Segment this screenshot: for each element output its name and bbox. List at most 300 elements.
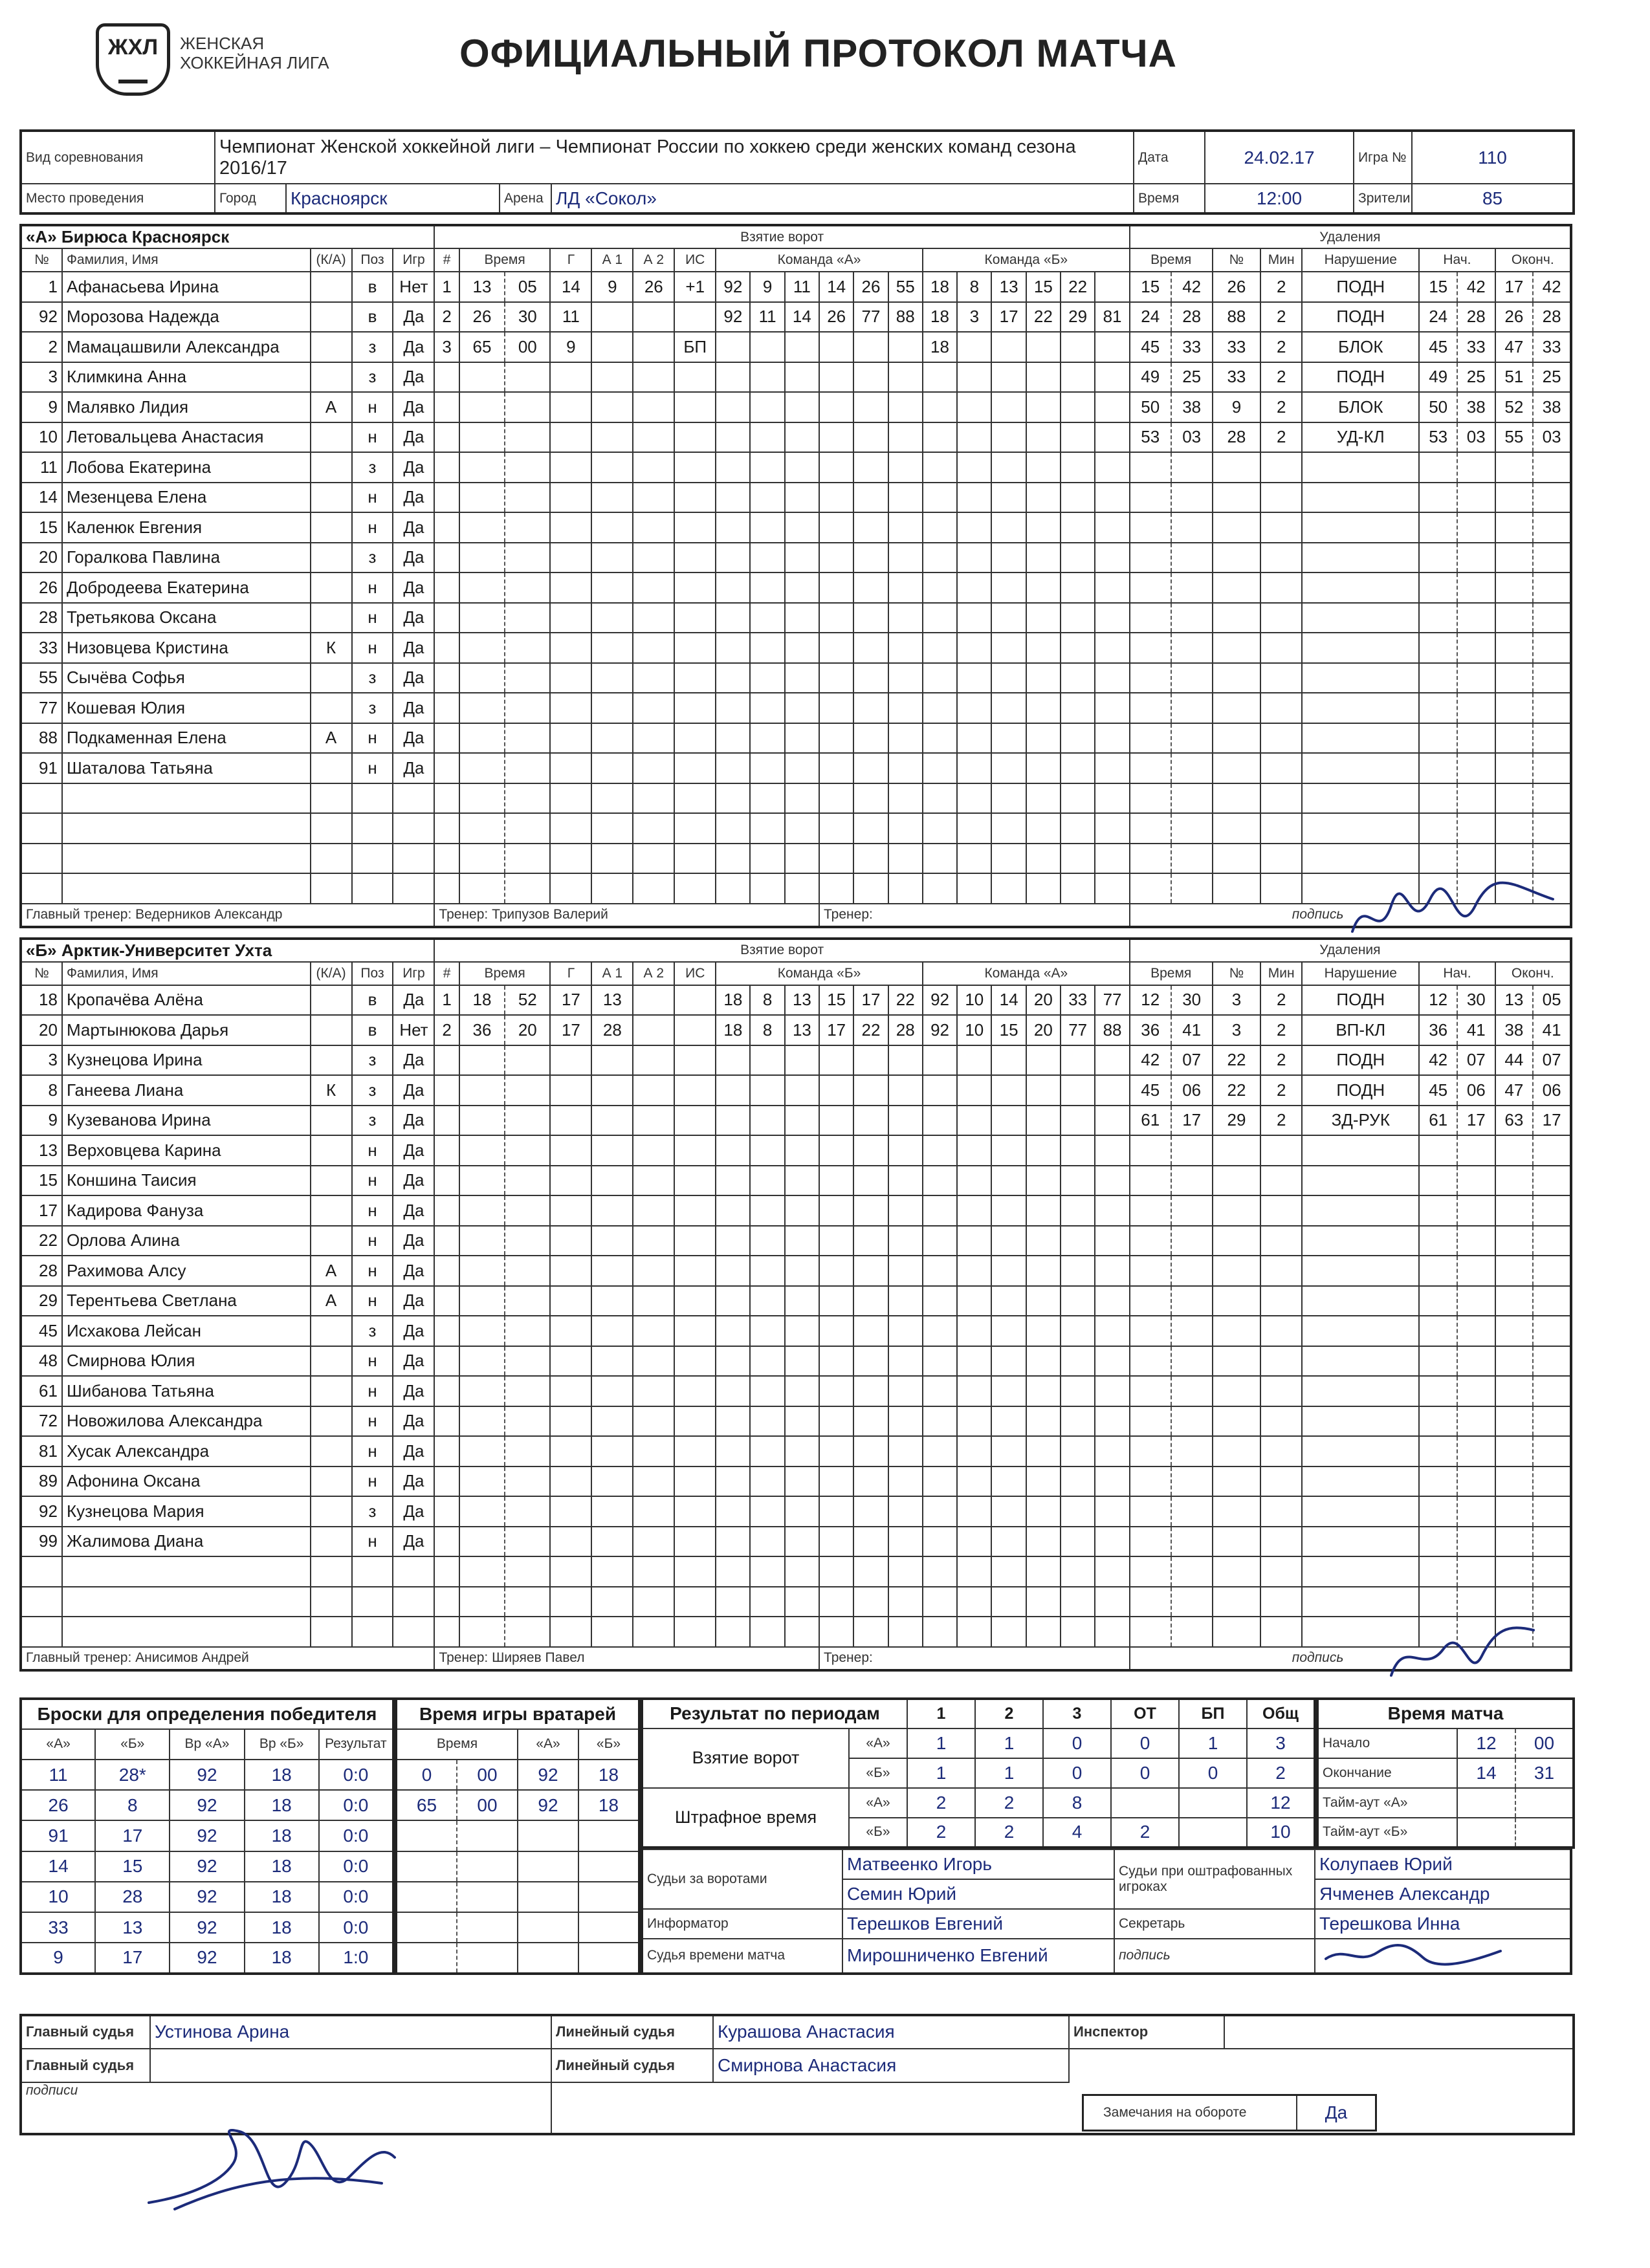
penalty-seconds xyxy=(1171,1346,1213,1377)
player-played: Нет xyxy=(393,272,434,302)
player-ka xyxy=(311,1166,352,1196)
penalty-player: 26 xyxy=(1213,272,1261,302)
goalie-time-row xyxy=(396,1912,639,1943)
own-on-ice xyxy=(819,753,853,783)
shootout-cell: 9 xyxy=(21,1943,95,1973)
player-position: з xyxy=(352,543,393,573)
player-position: в xyxy=(352,1015,393,1045)
penalty-end-mm xyxy=(1495,572,1534,603)
penalty-minutes xyxy=(1130,1467,1171,1497)
goal-scorer xyxy=(550,1045,591,1076)
goal-number xyxy=(434,572,459,603)
goal-assist-1 xyxy=(591,633,633,663)
penalty-violation xyxy=(1302,1556,1419,1587)
opp-on-ice xyxy=(1026,1316,1061,1346)
goals-b-ot: 0 xyxy=(1111,1758,1179,1788)
goal-assist-1 xyxy=(591,1346,633,1377)
head-coach-label: Главный тренер: xyxy=(26,1650,132,1665)
penalty-length: 2 xyxy=(1260,272,1302,302)
penalty-start-mm xyxy=(1419,753,1457,783)
player-ka xyxy=(311,603,352,633)
goal-seconds xyxy=(505,693,550,723)
own-on-ice xyxy=(716,844,750,874)
goal-scorer xyxy=(550,723,591,754)
penalty-end-ss: 28 xyxy=(1533,302,1571,333)
penalty-length xyxy=(1260,1316,1302,1346)
goal-minutes xyxy=(459,1467,505,1497)
player-position: в xyxy=(352,272,393,302)
penalty-start-mm xyxy=(1419,483,1457,513)
penalty-end-mm xyxy=(1495,1135,1534,1166)
opp-on-ice: 18 xyxy=(923,272,957,302)
shootout-cell: 18 xyxy=(245,1882,319,1912)
opp-on-ice xyxy=(991,693,1026,723)
goal-assist-2 xyxy=(633,1346,674,1377)
own-on-ice xyxy=(750,1166,784,1196)
own-on-ice xyxy=(716,1467,750,1497)
own-on-ice xyxy=(819,1075,853,1106)
opp-on-ice xyxy=(923,483,957,513)
opp-on-ice xyxy=(957,1467,991,1497)
penalty-end-ss xyxy=(1533,1527,1571,1557)
goal-minutes xyxy=(459,1496,505,1527)
goal-minutes xyxy=(459,1075,505,1106)
penalty-player xyxy=(1213,663,1261,693)
shootout-cell: 14 xyxy=(21,1851,95,1882)
goal-minutes xyxy=(459,362,505,393)
linesman-label-1: Линейный судья xyxy=(551,2015,713,2049)
penalty-minutes xyxy=(1130,452,1171,483)
penalty-end-mm xyxy=(1495,723,1534,754)
own-on-ice xyxy=(750,1467,784,1497)
opp-on-ice xyxy=(1095,1376,1129,1406)
player-number: 15 xyxy=(21,512,62,543)
player-played: Да xyxy=(393,1436,434,1467)
player-ka xyxy=(311,873,352,904)
goalie-mm xyxy=(396,1851,457,1882)
goal-assist-1 xyxy=(591,1496,633,1527)
player-number: 8 xyxy=(21,1075,62,1106)
penalty-player xyxy=(1213,1467,1261,1497)
own-on-ice xyxy=(785,1617,819,1647)
opp-on-ice xyxy=(991,1226,1026,1256)
penalty-end-mm xyxy=(1495,1316,1534,1346)
penalty-minutes xyxy=(1130,512,1171,543)
goal-minutes: 13 xyxy=(459,272,505,302)
officials-table xyxy=(641,1849,1572,1975)
penalty-seconds xyxy=(1171,603,1213,633)
penalty-end-mm xyxy=(1495,813,1534,844)
player-position: н xyxy=(352,392,393,422)
player-ka xyxy=(311,1617,352,1647)
own-on-ice xyxy=(750,1075,784,1106)
penalty-start-mm xyxy=(1419,1406,1457,1437)
goalie-mm xyxy=(396,1943,457,1973)
penalty-start-mm xyxy=(1419,873,1457,904)
player-played xyxy=(393,1587,434,1617)
penalty-start-mm xyxy=(1419,1467,1457,1497)
goal-minutes xyxy=(459,1617,505,1647)
own-on-ice xyxy=(716,392,750,422)
opp-on-ice xyxy=(1095,1256,1129,1286)
player-position: н xyxy=(352,422,393,453)
opp-on-ice xyxy=(1061,1587,1095,1617)
penalty-violation xyxy=(1302,783,1419,814)
penalty-end-ss xyxy=(1533,693,1571,723)
own-on-ice xyxy=(853,1556,888,1587)
team_b-goals-title: Взятие ворот xyxy=(434,939,1129,962)
penalty-end-ss xyxy=(1533,1436,1571,1467)
penalty-player xyxy=(1213,813,1261,844)
linesman-label-2: Линейный судья xyxy=(551,2049,713,2082)
penalty-end-mm xyxy=(1495,1587,1534,1617)
goal-scorer: 9 xyxy=(550,332,591,362)
arena-label: Арена xyxy=(500,184,551,213)
penalty-player: 88 xyxy=(1213,302,1261,333)
goal-number xyxy=(434,1556,459,1587)
own-on-ice xyxy=(853,1195,888,1226)
opp-on-ice: 10 xyxy=(957,1015,991,1045)
own-on-ice xyxy=(716,543,750,573)
goal-strength xyxy=(674,873,716,904)
penalty-length xyxy=(1260,1556,1302,1587)
hockey-stick-icon xyxy=(118,80,148,83)
player-position: з xyxy=(352,362,393,393)
penalty-start-mm xyxy=(1419,1226,1457,1256)
own-on-ice xyxy=(750,844,784,874)
player-position: н xyxy=(352,1256,393,1286)
goal-minutes xyxy=(459,1106,505,1136)
goals-b-so: 0 xyxy=(1179,1758,1247,1788)
opp-on-ice xyxy=(923,663,957,693)
penalty-minutes xyxy=(1130,1527,1171,1557)
player-name: Каленюк Евгения xyxy=(62,512,311,543)
own-on-ice xyxy=(888,1436,923,1467)
period-header: 1 xyxy=(907,1699,975,1728)
team_b-row xyxy=(21,1226,1571,1256)
shootout-cell: 92 xyxy=(170,1882,244,1912)
goal-strength xyxy=(674,452,716,483)
own-on-ice: 88 xyxy=(888,302,923,333)
opp-on-ice xyxy=(1061,572,1095,603)
goal-assist-2 xyxy=(633,362,674,393)
own-on-ice xyxy=(819,633,853,663)
opp-on-ice xyxy=(1095,452,1129,483)
game-label: Игра № xyxy=(1354,131,1412,184)
goal-scorer xyxy=(550,362,591,393)
team_a-name-col: Фамилия, Имя xyxy=(62,248,311,272)
penalty-start-mm xyxy=(1419,572,1457,603)
goalie-ss: 00 xyxy=(457,1760,518,1790)
opp-on-ice xyxy=(1095,1195,1129,1226)
penalty-seconds xyxy=(1171,1406,1213,1437)
penalty-start-mm xyxy=(1419,1286,1457,1316)
goal-strength xyxy=(674,1376,716,1406)
opp-on-ice xyxy=(957,1226,991,1256)
own-on-ice xyxy=(750,452,784,483)
penalty-player xyxy=(1213,1496,1261,1527)
team_b-row xyxy=(21,1075,1571,1106)
team_a-row xyxy=(21,543,1571,573)
penalty-length xyxy=(1260,603,1302,633)
goal-minutes: 65 xyxy=(459,332,505,362)
goal-minutes xyxy=(459,1316,505,1346)
penalty-minutes xyxy=(1130,813,1171,844)
goal-assist-1 xyxy=(591,1256,633,1286)
penalty-minutes xyxy=(1130,723,1171,754)
opp-on-ice xyxy=(923,1467,957,1497)
own-on-ice xyxy=(716,1376,750,1406)
penalty-end-mm xyxy=(1495,1467,1534,1497)
goal-minutes xyxy=(459,483,505,513)
opp-on-ice xyxy=(1026,1045,1061,1076)
own-on-ice xyxy=(785,1135,819,1166)
player-played: Да xyxy=(393,1527,434,1557)
player-played: Да xyxy=(393,1135,434,1166)
penalty-seconds xyxy=(1171,693,1213,723)
goal-number xyxy=(434,603,459,633)
penalty-start-mm xyxy=(1419,633,1457,663)
timeout-b-ss xyxy=(1515,1818,1574,1848)
goal-assist-2 xyxy=(633,572,674,603)
penalty-violation: ПОДН xyxy=(1302,362,1419,393)
penalty-length xyxy=(1260,452,1302,483)
periods-pim-label: Штрафное время xyxy=(642,1788,849,1848)
goal-minutes xyxy=(459,422,505,453)
own-on-ice xyxy=(853,1496,888,1527)
team_b-row xyxy=(21,1316,1571,1346)
goal-assist-1: 13 xyxy=(591,985,633,1016)
opp-on-ice xyxy=(957,1286,991,1316)
player-position xyxy=(352,1556,393,1587)
own-on-ice xyxy=(750,723,784,754)
own-on-ice xyxy=(853,1226,888,1256)
penalty-minutes xyxy=(1130,1135,1171,1166)
own-on-ice xyxy=(785,362,819,393)
own-on-ice xyxy=(716,1436,750,1467)
goals-b-total: 2 xyxy=(1247,1758,1315,1788)
goal-minutes: 36 xyxy=(459,1015,505,1045)
player-position: н xyxy=(352,572,393,603)
goal-scorer xyxy=(550,813,591,844)
opp-on-ice xyxy=(957,844,991,874)
notes-cell xyxy=(1069,2082,1574,2134)
penalty-end-ss xyxy=(1533,783,1571,814)
opp-on-ice xyxy=(1026,1106,1061,1136)
penalty-player: 22 xyxy=(1213,1075,1261,1106)
opp-on-ice xyxy=(1061,1467,1095,1497)
opp-on-ice xyxy=(1026,422,1061,453)
goal-seconds xyxy=(505,422,550,453)
own-on-ice xyxy=(853,753,888,783)
penalty-length xyxy=(1260,1195,1302,1226)
opp-on-ice xyxy=(1095,844,1129,874)
goal-strength xyxy=(674,1135,716,1166)
match-start-mm: 12 xyxy=(1457,1728,1515,1758)
own-on-ice xyxy=(750,512,784,543)
player-name: Хусак Александра xyxy=(62,1436,311,1467)
opp-on-ice xyxy=(957,1376,991,1406)
opp-on-ice: 33 xyxy=(1061,985,1095,1016)
penalty-length xyxy=(1260,1617,1302,1647)
penalty-player xyxy=(1213,1587,1261,1617)
opp-on-ice xyxy=(957,1075,991,1106)
opp-on-ice xyxy=(923,1376,957,1406)
player-position: з xyxy=(352,1316,393,1346)
team_a-pen-time-col: Время xyxy=(1130,248,1213,272)
player-ka xyxy=(311,512,352,543)
goal-scorer xyxy=(550,1617,591,1647)
timeout-b-label: Тайм-аут «Б» xyxy=(1317,1818,1457,1848)
goal-minutes xyxy=(459,1286,505,1316)
player-ka xyxy=(311,753,352,783)
shootout-cell: 33 xyxy=(21,1912,95,1943)
opp-on-ice: 18 xyxy=(923,332,957,362)
opp-on-ice xyxy=(923,723,957,754)
goal-strength xyxy=(674,813,716,844)
opp-on-ice: 22 xyxy=(1061,272,1095,302)
player-position xyxy=(352,1617,393,1647)
goal-scorer xyxy=(550,783,591,814)
penalty-seconds xyxy=(1171,483,1213,513)
opp-on-ice xyxy=(1026,1346,1061,1377)
opp-on-ice xyxy=(923,362,957,393)
team_a-pen-start-col: Нач. xyxy=(1419,248,1495,272)
own-on-ice xyxy=(750,1587,784,1617)
player-ka xyxy=(311,332,352,362)
inspector-label: Инспектор xyxy=(1069,2015,1224,2049)
opp-on-ice xyxy=(1061,512,1095,543)
own-on-ice xyxy=(785,603,819,633)
team_b-row xyxy=(21,1166,1571,1196)
player-played: Да xyxy=(393,512,434,543)
penalty-start-mm: 49 xyxy=(1419,362,1457,393)
penalty-end-mm xyxy=(1495,753,1534,783)
penalty-end-mm xyxy=(1495,483,1534,513)
opp-on-ice xyxy=(923,1406,957,1437)
player-played xyxy=(393,783,434,814)
penalty-start-mm: 45 xyxy=(1419,1075,1457,1106)
penalty-violation: ПОДН xyxy=(1302,1045,1419,1076)
opp-on-ice xyxy=(1095,392,1129,422)
goal-seconds xyxy=(505,663,550,693)
own-on-ice xyxy=(785,1045,819,1076)
penalty-start-ss xyxy=(1457,663,1495,693)
own-on-ice xyxy=(785,543,819,573)
team_a-row xyxy=(21,693,1571,723)
goal-strength xyxy=(674,1467,716,1497)
player-name xyxy=(62,1587,311,1617)
secretary-label: Секретарь xyxy=(1114,1909,1315,1939)
opp-on-ice xyxy=(1026,633,1061,663)
own-on-ice xyxy=(853,1256,888,1286)
opp-on-ice xyxy=(1061,1496,1095,1527)
opp-on-ice xyxy=(1095,332,1129,362)
player-name: Кузеванова Ирина xyxy=(62,1106,311,1136)
team_a-row xyxy=(21,512,1571,543)
goal-minutes xyxy=(459,1256,505,1286)
penalty-length xyxy=(1260,844,1302,874)
opp-on-ice xyxy=(991,723,1026,754)
opp-on-ice xyxy=(991,1135,1026,1166)
goal-assist-1 xyxy=(591,1617,633,1647)
penalty-start-ss: 17 xyxy=(1457,1106,1495,1136)
goal-scorer xyxy=(550,603,591,633)
penalty-violation xyxy=(1302,452,1419,483)
goal-seconds xyxy=(505,633,550,663)
player-position xyxy=(352,844,393,874)
goal-number xyxy=(434,1527,459,1557)
penalty-player xyxy=(1213,723,1261,754)
player-ka: А xyxy=(311,392,352,422)
own-on-ice xyxy=(888,1527,923,1557)
penalty-start-ss: 33 xyxy=(1457,332,1495,362)
goalie-b xyxy=(578,1912,639,1943)
player-position: з xyxy=(352,1496,393,1527)
opp-on-ice xyxy=(991,483,1026,513)
goal-scorer xyxy=(550,844,591,874)
goal-strength: БП xyxy=(674,332,716,362)
opp-on-ice xyxy=(1026,1617,1061,1647)
team_b-row xyxy=(21,1467,1571,1497)
penalty-end-mm xyxy=(1495,1376,1534,1406)
goal-assist-2: 26 xyxy=(633,272,674,302)
opp-on-ice xyxy=(991,783,1026,814)
opp-on-ice xyxy=(957,543,991,573)
own-on-ice xyxy=(750,783,784,814)
penalty-end-ss xyxy=(1533,1316,1571,1346)
goal-assist-1: 9 xyxy=(591,272,633,302)
goal-strength xyxy=(674,723,716,754)
opp-on-ice xyxy=(1061,1436,1095,1467)
own-on-ice xyxy=(888,813,923,844)
opp-on-ice xyxy=(991,1346,1026,1377)
penalty-start-ss xyxy=(1457,1195,1495,1226)
team_b-pen-start-col: Нач. xyxy=(1419,962,1495,985)
penalty-violation xyxy=(1302,723,1419,754)
opp-on-ice xyxy=(991,452,1026,483)
opp-on-ice xyxy=(1026,1527,1061,1557)
city-label: Город xyxy=(215,184,286,213)
goalie-mm: 0 xyxy=(396,1760,457,1790)
own-on-ice xyxy=(750,543,784,573)
own-on-ice xyxy=(819,1286,853,1316)
own-on-ice xyxy=(785,783,819,814)
opp-on-ice xyxy=(1095,1075,1129,1106)
penalty-player xyxy=(1213,1286,1261,1316)
goal-seconds xyxy=(505,1496,550,1527)
opp-on-ice xyxy=(923,1166,957,1196)
place-label: Место проведения xyxy=(21,184,215,213)
penalty-seconds xyxy=(1171,1587,1213,1617)
team_b-pen-min-col: Мин xyxy=(1260,962,1302,985)
goal-assist-1 xyxy=(591,1376,633,1406)
penalty-minutes xyxy=(1130,873,1171,904)
goal-scorer xyxy=(550,1135,591,1166)
penalty-end-ss xyxy=(1533,452,1571,483)
goal-seconds xyxy=(505,1617,550,1647)
penalty-violation: ПОДН xyxy=(1302,272,1419,302)
own-on-ice xyxy=(888,1075,923,1106)
penalty-seconds xyxy=(1171,1226,1213,1256)
goal-strength xyxy=(674,1256,716,1286)
penalty-player: 3 xyxy=(1213,1015,1261,1045)
player-position: з xyxy=(352,332,393,362)
goal-minutes xyxy=(459,1135,505,1166)
penalty-start-mm: 50 xyxy=(1419,392,1457,422)
own-on-ice: 9 xyxy=(750,272,784,302)
own-on-ice xyxy=(785,1467,819,1497)
